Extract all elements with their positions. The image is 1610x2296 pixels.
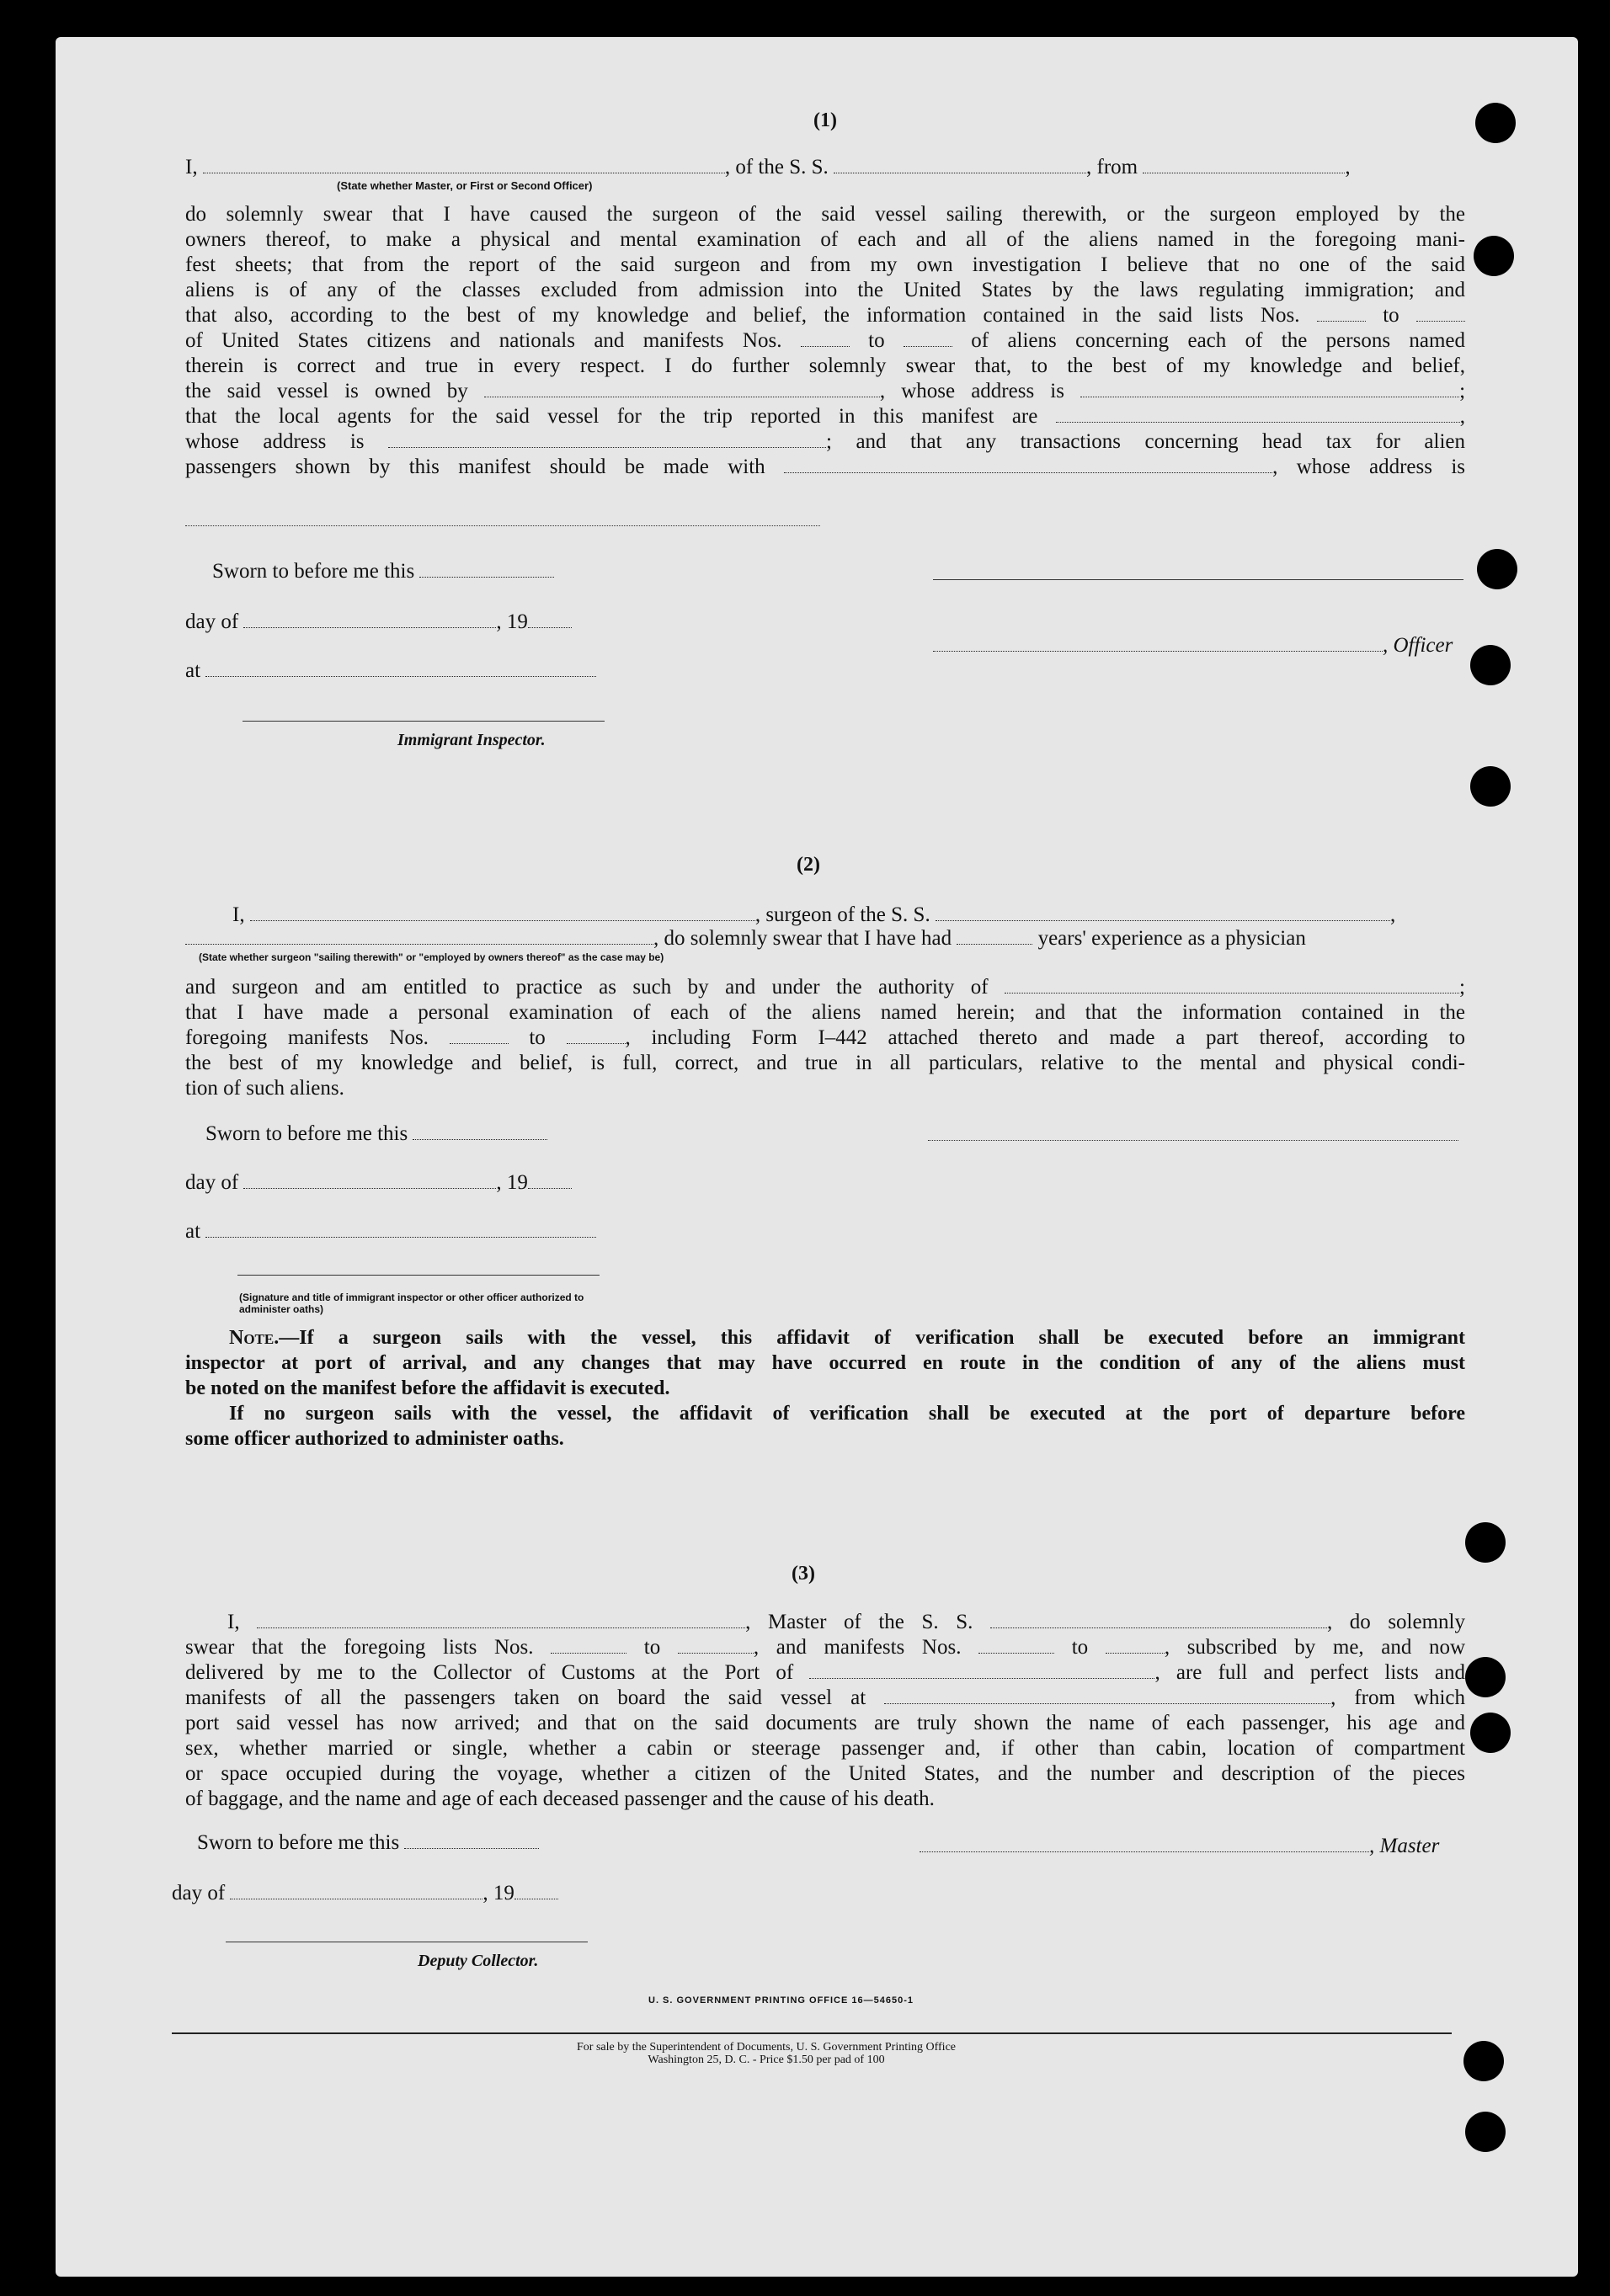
s2-inspector-signature-line[interactable] [237,1275,600,1276]
s1-inspector-signature-line[interactable] [243,721,605,722]
footer-divider [172,2032,1452,2034]
s2-month-field[interactable] [243,1171,496,1189]
s2-year-field[interactable] [528,1171,572,1189]
printer-imprint: U. S. GOVERNMENT PRINTING OFFICE 16—54650-1 [648,1995,914,2006]
s1-month-field[interactable] [243,610,496,628]
s2-status-note: (State whether surgeon "sailing therewith" or "employed by owners thereof" as the case may be) [199,951,664,963]
manifests-to-field[interactable] [904,329,952,347]
s1-sworn-day-field[interactable] [419,560,554,578]
s2-paragraph: and surgeon and am entitled to practice as such by and under the authority of ; that I have made a personal examination of each of the aliens named herein; and that the information contained in the foregoing manifests Nos. to , including Form I–442 attached thereto and made a part thereof, according to the best of my knowledge and belief, is full, correct, and true in all particulars, relative to the mental and physical condi- tion of such aliens. [185,976,1465,1100]
s3-lists-from-field[interactable] [551,1636,626,1654]
s1-year-field[interactable] [528,610,572,628]
s1-paragraph: do solemnly swear that I have caused the surgeon of the said vessel sailing therewith, or the surgeon employed by the owners thereof, to make a physical and mental examination of each and all of the aliens named in the foregoing mani- fest sheets; that from the report of the said surgeon and from my own investigation I believe that no one of the said aliens is of any of the classes excluded from admission into the United States by the laws regulating immigration; and that also, according to the best of my knowledge and belief, the information contained in the said lists Nos. to of United States citizens and nationals and manifests Nos. to of aliens concerning each of the persons named therein is correct and true in every respect. I do further solemnly swear that, to the best of my knowledge and belief, the said vessel is owned by , whose address is ; that the local agents for the said vessel for the trip reported in this manifest are , whose address is ; and that any transactions concerning head tax for alien passengers shown by this manifest should be made with , whose address is [185,203,1466,478]
master-name-field[interactable] [257,1611,745,1628]
s3-manifests-from-field[interactable] [978,1636,1054,1654]
punch-hole-icon [1477,549,1517,589]
owner-address-field[interactable] [1080,380,1459,397]
surgeon-name-field[interactable] [250,903,755,921]
section-number-2: (2) [797,854,820,876]
years-experience-field[interactable] [957,927,1032,945]
punch-hole-icon [1463,2041,1504,2081]
vessel-name-field[interactable] [834,156,1086,173]
lists-from-field[interactable] [1317,304,1366,322]
surgeon-status-field[interactable] [185,927,653,945]
footer-line-1: For sale by the Superintendent of Documents, U. S. Government Printing Office [577,2041,956,2054]
punch-hole-icon [1470,1713,1511,1753]
port-field[interactable] [809,1661,1154,1679]
footer-line-2: Washington 25, D. C. - Price $1.50 per pad of 100 [648,2054,885,2066]
punch-hole-icon [1470,645,1511,685]
s3-sworn-label: Sworn to before me this [197,1831,400,1854]
s3-paragraph: I, , Master of the S. S. , do solemnly swear that the foregoing lists Nos. to , and manifests Nos. to , subscribed by me, and now delivered by me to the Collector of Customs at the Port of , are full and perfect lists and manifests of all the passengers taken on board the said vessel at , from which port said vessel has now arrived; and that on the said documents are truly shown the name of each passenger, his age and sex, whether married or single, whether a cabin or steerage passenger and, if other than cabin, location of compartment or space occupied during the voyage, whether a citizen of the United States, and the number and description of the pieces of baggage, and the name and age of each deceased passenger and the cause of his death. [185,1611,1466,1810]
s3-sworn-day-field[interactable] [404,1831,539,1849]
s1-inspector-label: Immigrant Inspector. [397,731,546,749]
from-port-field[interactable] [1143,156,1345,173]
section-number-1: (1) [813,109,837,131]
s3-manifests-to-field[interactable] [1106,1636,1165,1654]
s2-sworn-label: Sworn to before me this [205,1122,408,1145]
section-number-3: (3) [792,1563,815,1585]
s1-at-field[interactable] [205,659,596,677]
s2-sworn-day-field[interactable] [413,1122,547,1140]
manifests-from-field[interactable] [801,329,850,347]
lists-to-field[interactable] [1416,304,1465,322]
punch-hole-icon [1475,103,1516,143]
s1-sworn-label: Sworn to before me this [212,560,415,583]
s1-officer-name-field[interactable] [933,634,1383,652]
s2-signature-note: (Signature and title of immigrant inspector or other officer authorized to administer oaths) [239,1292,584,1315]
s1-officer-signature-line[interactable] [933,579,1463,580]
s1-rank-note: (State whether Master, or First or Second Officer) [337,179,593,192]
practice-authority-field[interactable] [1005,976,1459,994]
punch-hole-icon [1470,766,1511,807]
s2-surgeon-signature-line[interactable] [928,1140,1458,1141]
s2-manifests-from-field[interactable] [450,1026,509,1044]
agents-address-field[interactable] [388,430,826,448]
punch-hole-icon [1465,1657,1506,1697]
owner-field[interactable] [484,380,880,397]
s2-manifests-to-field[interactable] [567,1026,626,1044]
head-tax-address-field[interactable] [185,525,820,526]
s1-intro-line: I, , of the S. S. , from , [185,156,1351,178]
head-tax-contact-field[interactable] [784,455,1272,473]
deputy-collector-label: Deputy Collector. [418,1952,539,1970]
s2-at-field[interactable] [205,1220,596,1238]
punch-hole-icon [1465,1522,1506,1563]
s2-note: Note.—If a surgeon sails with the vessel, this affidavit of verification shall be executed before an immigrant inspector at port of arrival, and any changes that may have occurred en route in the condition of any of the aliens must be noted on the manifest before the affidavit is executed. If no surgeon sails with the vessel, the affidavit of verification shall be executed at the port of departure before some officer authorized to administer oaths. [185,1327,1465,1450]
officer-rank-field[interactable] [203,156,725,173]
master-signature-field[interactable] [920,1835,1369,1852]
local-agents-field[interactable] [1056,405,1460,423]
s3-vessel-field[interactable] [990,1611,1327,1628]
punch-hole-icon [1474,236,1514,276]
s3-lists-to-field[interactable] [678,1636,754,1654]
s2-vessel-field[interactable] [936,903,1390,921]
punch-hole-icon [1465,2112,1506,2152]
s3-month-field[interactable] [230,1882,482,1899]
form-page: (1) I, , of the S. S. , from , (State whether Master, or First or Second Officer) do solemnly swear that I have caused the surgeon of the said vessel sailing therewith, or the surgeon employed by the owners thereof, to make a physical and mental examination of each and all of the aliens named in the foregoing mani- fest sheets; that from the report of the said surgeon and from my own investigation I believe that no one of the said aliens is of any of the classes excluded from admission into the United States by the laws regulating immigration; and that also, according to the best of my knowledge and belief, the information contained in the said lists Nos. to of United States citizens and nationals and manifests Nos. to of aliens concerning each of the persons named therein is correct and true in every respect. I do further solemnly swear that, to the best of my knowledge and belief, the said vessel is owned by , whose address is ; that the local agents for the said vessel for the trip reported in this manifest are , whose address is ; and that any transactions concerning head tax for alien passengers shown by this manifest should be made with , whose address is Sworn to before me this day of , 19 , Officer at Immigrant Inspector. (2) I, , surgeon of the S. S. , , do solemnly swear that I have had years' experience as a physician (State whether surgeon "sailing therewith" or "employed by owners thereof" as the case may be) and surgeon and am entitled to practice as such by and under the authority of ; that I have made a personal examination of each of the aliens named herein; and that the information contained in the foregoing manifests Nos. to , including Form I–442 attached thereto and made a part thereof, according to the best of my knowledge and belief, is full, correct, and true in all particulars, relative to the mental and physical condi- tion of such aliens. Sworn to before me this day of , 19 at (Signature and title of immigrant inspector or other officer authorized to administer oaths) Note.—If a surgeon sails with the vessel, this affidavit of verification shall be executed before an immigrant inspector at port of arrival, and any changes that may have occurred en route in the condition of any of the aliens must be noted on the manifest before the affidavit is executed. If no surgeon sails with the vessel, the affidavit of verification shall be executed at the port of departure before some officer authorized to administer oaths. (3) I, , Master of the S. S. , do solemnly swear that the foregoing lists Nos. to , and manifests Nos. to , subscribed by me, and now delivered by me to the Collector of Customs at the Port of , are full and perfect lists and manifests of all the passengers taken on board the said vessel at , from which port said vessel has now arrived; and that on the said documents are truly shown the name of each passenger, his age and sex, whether married or single, whether a cabin or steerage passenger and, if other than cabin, location of compartment or space occupied during the voyage, whether a citizen of the United States, and the number and description of the pieces of baggage, and the name and age of each deceased passenger and the cause of his death. Sworn to before me this , Master day of , 19 Deputy Collector. U. S. GOVERNMENT PRINTING OFFICE 16—54650-1 For sale by the Superintendent of Documents, U. S. Government Printing Office Washington 25, D. C. - Price $1.50 per pad of 100 [56,37,1578,2277]
boarding-port-field[interactable] [884,1686,1330,1704]
s3-year-field[interactable] [514,1882,558,1899]
